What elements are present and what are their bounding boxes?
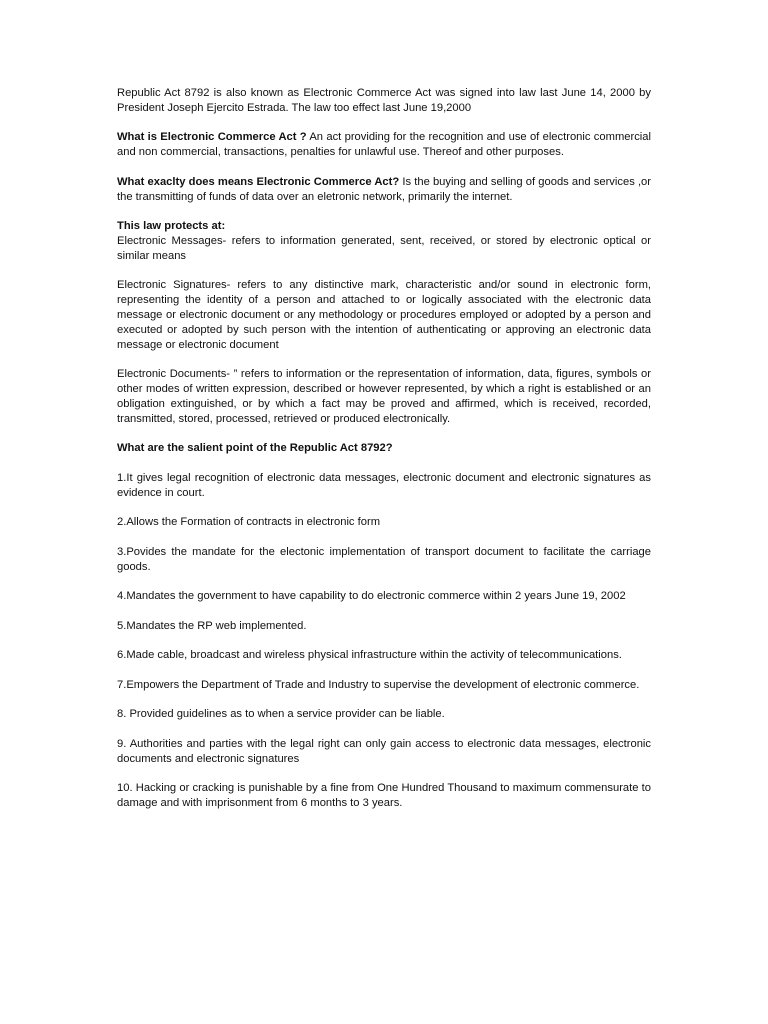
salient-point-5: 5.Mandates the RP web implemented. (117, 619, 307, 632)
protects-heading: This law protects at: (117, 220, 226, 233)
question-answer: An act providing for the recognition and use of electronic commercial and non commercial, transactions, penalties for unlawful use. Thereof and other purposes. (117, 131, 651, 159)
protects-section (117, 219, 651, 263)
electronic-messages-paragraph: Electronic Messages- refers to information generated, sent, received, or stored by electronic optical or similar means (117, 234, 651, 262)
salient-point-3: 3.Povides the mandate for the electonic implementation of transport document to facilitate the carriage goods. (117, 545, 651, 573)
question-label: What is Electronic Commerce Act ? (117, 131, 307, 144)
question-label: What exaclty does means Electronic Commerce Act? (117, 175, 400, 188)
salient-point-7: 7.Empowers the Department of Trade and Industry to supervise the development of electronic commerce. (117, 678, 640, 691)
electronic-signatures-paragraph: Electronic Signatures- refers to any distinctive mark, characteristic and/or sound in electronic form, representing the identity of a person and attached to or logically associated with the electronic data message or electronic document or any methodology or procedures employed or adopted by a person and executed or adopted by such person with the intention of authenticating or approving an electronic data message or electronic document (117, 279, 651, 351)
salient-point-10: 10. Hacking or cracking is punishable by a fine from One Hundred Thousand to maximum commensurate to damage and with imprisonment from 6 months to 3 years. (117, 782, 651, 810)
salient-point-6: 6.Made cable, broadcast and wireless physical infrastructure within the activity of telecommunications. (117, 649, 622, 662)
salient-points-heading: What are the salient point of the Republic Act 8792? (117, 442, 393, 455)
salient-point-2: 2.Allows the Formation of contracts in electronic form (117, 516, 381, 529)
intro-paragraph: Republic Act 8792 is also known as Electronic Commerce Act was signed into law last June 14, 2000 by President Joseph Ejercito Estrada. The law too effect last June 19,2000 (117, 87, 651, 114)
electronic-documents-paragraph: Electronic Documents- ” refers to information or the representation of information, data, figures, symbols or other modes of written expression, described or however represented, by which a right is established or an obligation extinguished, or by which a fact may be proved and affirmed, which is received, recorded, transmitted, stored, processed, retrieved or produced electronically. (117, 368, 651, 425)
salient-point-4: 4.Mandates the government to have capability to do electronic commerce within 2 years June 19, 2002 (117, 590, 626, 603)
question-answer: Is the buying and selling of goods and services ,or the transmitting of funds of data over an eletronic network, primarily the internet. (117, 175, 652, 203)
salient-point-8: 8. Provided guidelines as to when a service provider can be liable. (117, 708, 445, 721)
question-what-exactly (117, 175, 651, 205)
question-electronic-commerce-act (117, 130, 651, 160)
salient-point-9: 9. Authorities and parties with the legal right can only gain access to electronic data messages, electronic documents and electronic signatures (117, 738, 651, 765)
salient-point-1: 1.It gives legal recognition of electronic data messages, electronic document and electronic signatures as evidence in court. (117, 471, 651, 499)
